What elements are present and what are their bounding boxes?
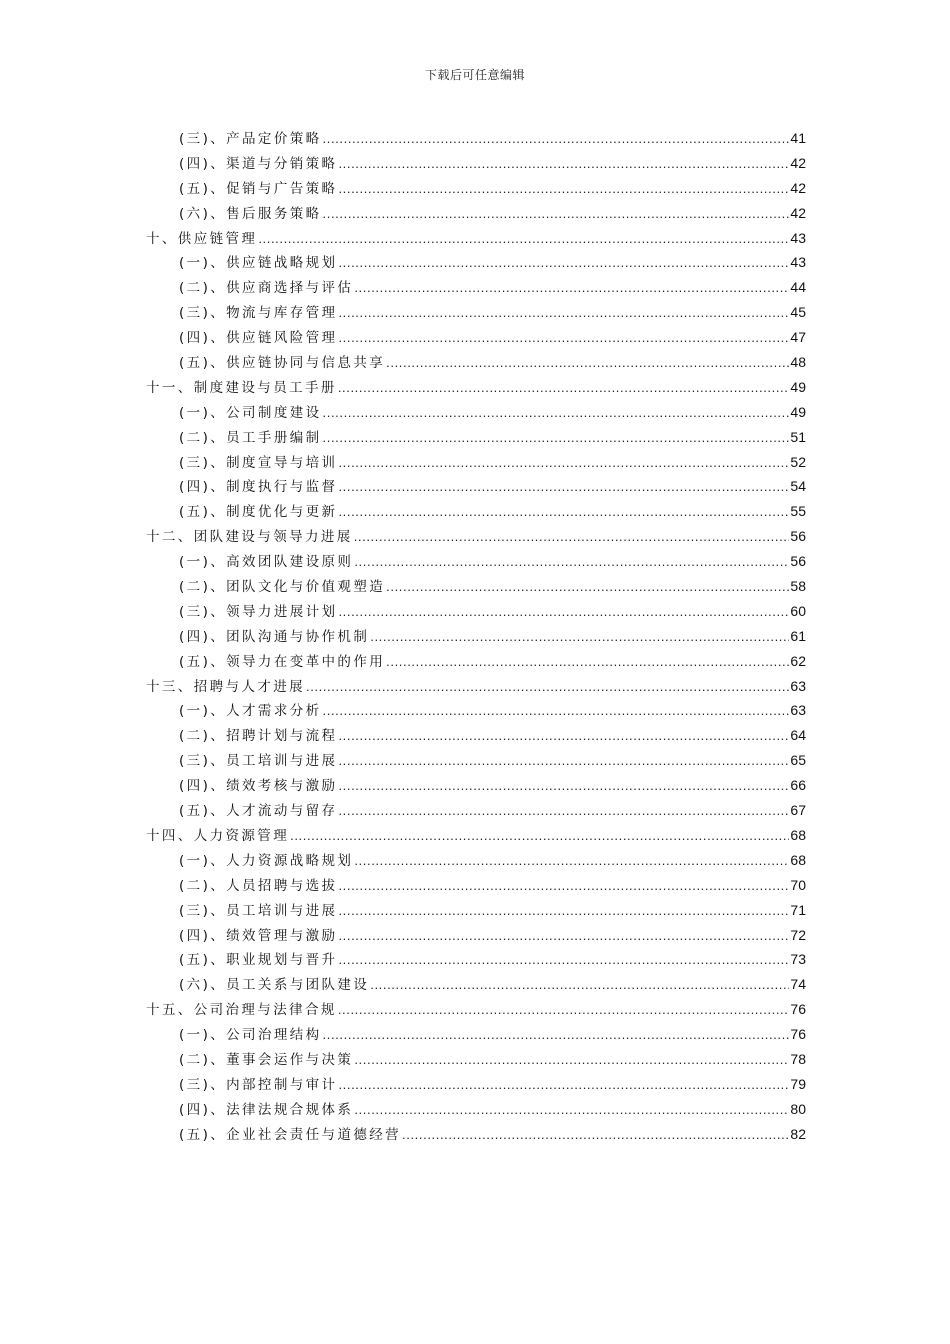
toc-entry-label: (四)、团队沟通与协作机制 (179, 628, 370, 645)
toc-dot-leader (323, 426, 790, 451)
toc-entry-label: (二)、供应商选择与评估 (179, 280, 354, 297)
toc-section-entry[interactable] (146, 599, 806, 624)
toc-page-number: 45 (790, 304, 806, 321)
toc-page-number: 49 (790, 378, 806, 395)
toc-entry-label: (一)、高效团队建设原则 (179, 554, 354, 571)
toc-page-number: 67 (790, 802, 806, 819)
toc-entry-label: 十二、团队建设与领导力进展 (146, 529, 353, 546)
toc-dot-leader (354, 849, 789, 874)
toc-dot-leader (386, 575, 789, 600)
toc-entry-label: (三)、产品定价策略 (179, 131, 322, 147)
toc-page-number: 70 (790, 876, 806, 893)
toc-dot-leader (338, 451, 789, 476)
toc-entry-label: (四)、法律法规合规体系 (179, 1101, 354, 1118)
toc-dot-leader (338, 774, 789, 799)
toc-page-number: 43 (790, 254, 806, 271)
toc-chapter-entry[interactable] (146, 524, 806, 549)
toc-section-entry[interactable] (146, 873, 806, 898)
toc-entry-label: (三)、员工培训与进展 (179, 902, 338, 919)
toc-entry-label: (六)、员工关系与团队建设 (179, 977, 370, 994)
toc-page-number: 68 (790, 826, 806, 843)
toc-page-number: 56 (790, 528, 806, 545)
toc-page-number: 68 (790, 851, 806, 868)
toc-dot-leader (338, 724, 789, 749)
toc-entry-label: (六)、售后服务策略 (179, 205, 322, 222)
toc-entry-label: (五)、促销与广告策略 (179, 180, 338, 197)
toc-entry-label: (一)、公司治理结构 (179, 1027, 322, 1044)
toc-dot-leader (338, 475, 789, 500)
toc-page-number: 76 (790, 1001, 806, 1018)
toc-section-entry[interactable] (146, 923, 806, 948)
toc-chapter-entry[interactable] (146, 997, 806, 1022)
toc-section-entry[interactable] (146, 947, 806, 972)
toc-dot-leader (338, 152, 789, 177)
toc-entry-label: (三)、制度宣导与培训 (179, 454, 338, 471)
toc-dot-leader (338, 948, 789, 973)
toc-page-number: 74 (790, 976, 806, 993)
toc-page-number: 42 (790, 179, 806, 196)
toc-dot-leader (354, 1048, 789, 1073)
toc-page-number: 79 (790, 1075, 806, 1092)
toc-section-entry[interactable] (146, 176, 806, 201)
toc-page-number: 55 (790, 503, 806, 520)
toc-entry-label: (五)、职业规划与晋升 (179, 952, 338, 969)
toc-entry-label: (四)、供应链风险管理 (179, 330, 338, 347)
toc-page-number: 71 (790, 901, 806, 918)
toc-section-entry[interactable] (146, 300, 806, 325)
toc-entry-label: (一)、供应链战略规划 (179, 255, 338, 272)
toc-page-number: 51 (790, 428, 806, 445)
toc-section-entry[interactable] (146, 1072, 806, 1097)
toc-section-entry[interactable] (146, 499, 806, 524)
toc-section-entry[interactable] (146, 723, 806, 748)
toc-dot-leader (323, 401, 790, 426)
toc-entry-label: (二)、员工手册编制 (179, 429, 322, 446)
toc-chapter-entry[interactable] (146, 226, 806, 251)
toc-section-entry[interactable] (146, 151, 806, 176)
toc-entry-label: (二)、人员招聘与选拔 (179, 877, 338, 894)
toc-section-entry[interactable] (146, 624, 806, 649)
toc-entry-label: (五)、人才流动与留存 (179, 803, 338, 820)
toc-page-number: 61 (790, 627, 806, 644)
toc-entry-label: (三)、领导力进展计划 (179, 603, 338, 620)
toc-section-entry[interactable] (146, 549, 806, 574)
toc-entry-label: (一)、公司制度建设 (179, 404, 322, 421)
toc-page-number: 82 (790, 1125, 806, 1142)
toc-entry-label: (三)、物流与库存管理 (179, 305, 338, 322)
toc-section-entry[interactable] (146, 649, 806, 674)
table-of-contents (146, 126, 806, 1147)
toc-dot-leader (338, 326, 789, 351)
toc-page-number: 60 (790, 602, 806, 619)
toc-dot-leader (402, 1123, 789, 1148)
toc-page-number: 44 (790, 279, 806, 296)
toc-dot-leader (386, 650, 789, 675)
toc-dot-leader (354, 276, 789, 301)
toc-page-number: 47 (790, 329, 806, 346)
toc-section-entry[interactable] (146, 201, 806, 226)
toc-entry-label: 十三、招聘与人才进展 (146, 678, 305, 695)
toc-page-number: 80 (790, 1100, 806, 1117)
toc-dot-leader (354, 525, 790, 550)
toc-dot-leader (338, 924, 789, 949)
toc-dot-leader (338, 899, 789, 924)
toc-dot-leader (258, 227, 789, 252)
toc-dot-leader (338, 251, 789, 276)
toc-section-entry[interactable] (146, 425, 806, 450)
toc-section-entry[interactable] (146, 972, 806, 997)
toc-entry-label: (五)、制度优化与更新 (179, 504, 338, 521)
toc-section-entry[interactable] (146, 1122, 806, 1147)
toc-entry-label: (二)、招聘计划与流程 (179, 728, 338, 745)
toc-entry-label: (四)、绩效考核与激励 (179, 778, 338, 795)
toc-section-entry[interactable] (146, 1097, 806, 1122)
toc-chapter-entry[interactable] (146, 375, 806, 400)
toc-dot-leader (386, 351, 789, 376)
toc-page-number: 78 (790, 1050, 806, 1067)
toc-page-number: 43 (790, 229, 806, 246)
toc-page-number: 73 (790, 951, 806, 968)
toc-section-entry[interactable] (146, 748, 806, 773)
toc-entry-label: 十一、制度建设与员工手册 (146, 379, 337, 396)
toc-page-number: 64 (790, 727, 806, 744)
toc-page-number: 52 (790, 453, 806, 470)
toc-section-entry[interactable] (146, 250, 806, 275)
toc-dot-leader (323, 127, 790, 152)
toc-dot-leader (306, 675, 789, 700)
toc-page-number: 42 (790, 154, 806, 171)
toc-section-entry[interactable] (146, 275, 806, 300)
toc-entry-label: (二)、团队文化与价值观塑造 (179, 579, 386, 596)
toc-dot-leader (354, 1098, 789, 1123)
toc-section-entry[interactable] (146, 1022, 806, 1047)
toc-page-number: 49 (790, 403, 806, 420)
toc-dot-leader (338, 749, 789, 774)
toc-dot-leader (354, 550, 789, 575)
toc-entry-label: (五)、领导力在变革中的作用 (179, 653, 386, 670)
page-header-note: 下载后可任意编辑 (424, 68, 525, 82)
toc-entry-label: 十四、人力资源管理 (146, 827, 290, 844)
toc-entry-label: (三)、内部控制与审计 (179, 1076, 338, 1093)
toc-section-entry[interactable] (146, 325, 806, 350)
toc-entry-label: (一)、人力资源战略规划 (179, 852, 354, 869)
toc-page-number: 42 (790, 204, 806, 221)
toc-page-number: 58 (790, 578, 806, 595)
toc-section-entry[interactable] (146, 574, 806, 599)
toc-dot-leader (323, 202, 790, 227)
toc-page-number: 41 (790, 130, 806, 146)
toc-dot-leader (338, 1073, 789, 1098)
toc-page-number: 48 (790, 354, 806, 371)
toc-page-number: 63 (790, 702, 806, 719)
toc-entry-label: (四)、制度执行与监督 (179, 479, 338, 496)
toc-chapter-entry[interactable] (146, 674, 806, 699)
toc-chapter-entry[interactable] (146, 823, 806, 848)
toc-dot-leader (338, 301, 789, 326)
toc-page-number: 66 (790, 777, 806, 794)
toc-dot-leader (323, 1023, 790, 1048)
toc-entry-label: 十、供应链管理 (146, 230, 258, 247)
toc-section-entry[interactable] (146, 450, 806, 475)
toc-section-entry[interactable] (146, 400, 806, 425)
toc-dot-leader (338, 177, 789, 202)
toc-page-number: 54 (790, 478, 806, 495)
toc-entry-label: (二)、董事会运作与决策 (179, 1051, 354, 1068)
toc-section-entry[interactable] (146, 898, 806, 923)
toc-page-number: 62 (790, 652, 806, 669)
toc-page-number: 56 (790, 553, 806, 570)
toc-entry-label: (五)、企业社会责任与道德经营 (179, 1126, 402, 1143)
toc-dot-leader (323, 699, 790, 724)
toc-section-entry[interactable] (146, 350, 806, 375)
toc-section-entry[interactable] (146, 1047, 806, 1072)
toc-dot-leader (370, 973, 789, 998)
toc-dot-leader (338, 600, 789, 625)
toc-entry-label: (五)、供应链协同与信息共享 (179, 355, 386, 372)
toc-page-number: 63 (790, 677, 806, 694)
toc-section-entry[interactable] (146, 798, 806, 823)
toc-entry-label: 十五、公司治理与法律合规 (146, 1002, 337, 1019)
toc-dot-leader (290, 824, 789, 849)
toc-dot-leader (338, 376, 790, 401)
toc-dot-leader (338, 998, 790, 1023)
toc-section-entry[interactable] (146, 126, 806, 151)
toc-dot-leader (338, 874, 789, 899)
toc-page-number: 76 (790, 1026, 806, 1043)
toc-dot-leader (338, 500, 789, 525)
toc-entry-label: (一)、人才需求分析 (179, 703, 322, 720)
toc-section-entry[interactable] (146, 474, 806, 499)
toc-entry-label: (四)、绩效管理与激励 (179, 927, 338, 944)
toc-section-entry[interactable] (146, 698, 806, 723)
toc-entry-label: (四)、渠道与分销策略 (179, 155, 338, 172)
toc-page-number: 65 (790, 752, 806, 769)
toc-entry-label: (三)、员工培训与进展 (179, 753, 338, 770)
toc-dot-leader (370, 625, 789, 650)
toc-section-entry[interactable] (146, 848, 806, 873)
toc-section-entry[interactable] (146, 773, 806, 798)
toc-page-number: 72 (790, 926, 806, 943)
toc-dot-leader (338, 799, 789, 824)
